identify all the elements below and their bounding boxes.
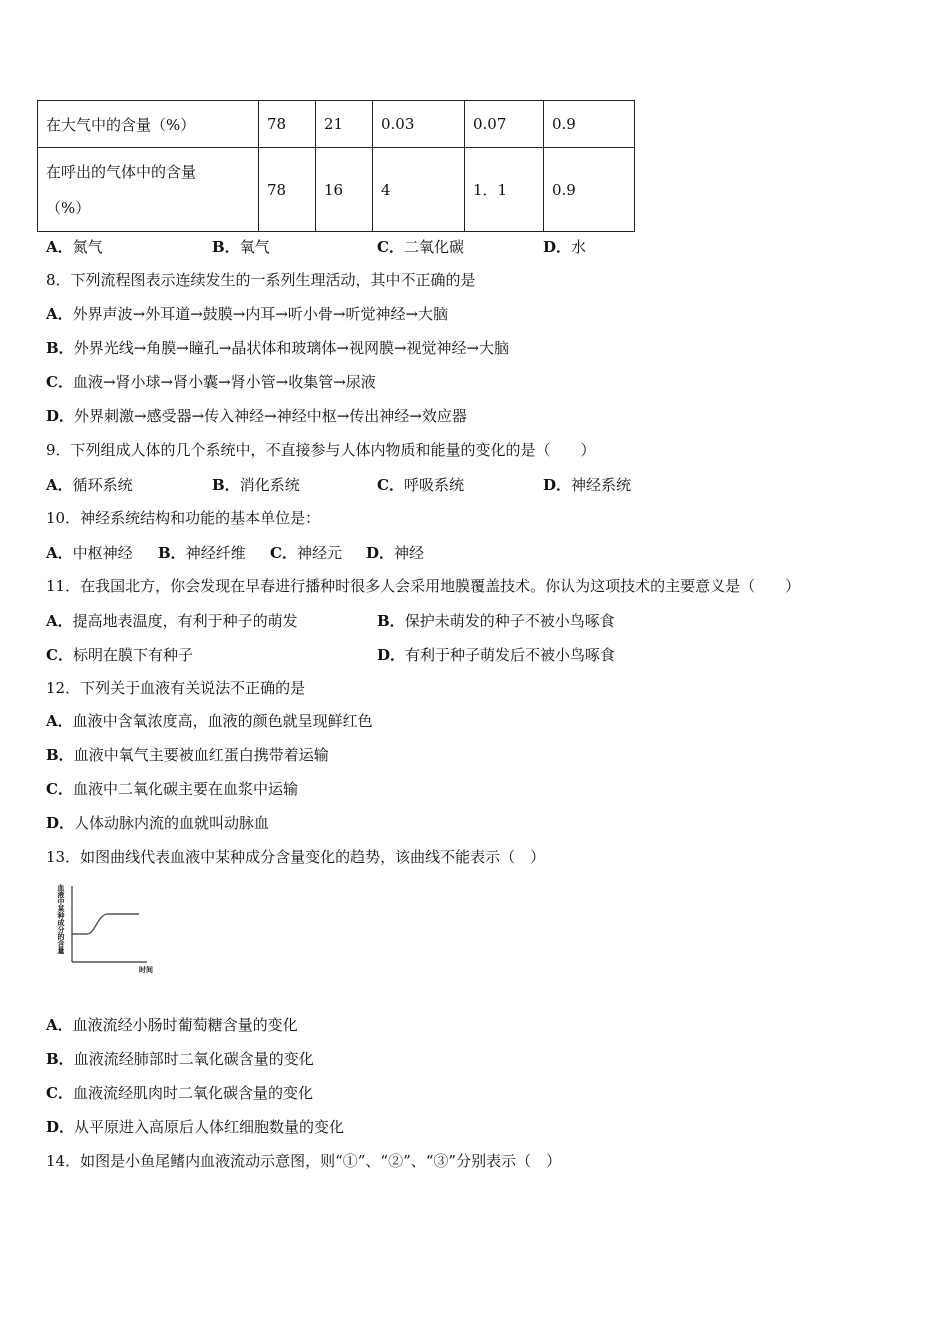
option-letter: C． (46, 780, 73, 798)
q12-option-c[interactable] (46, 779, 298, 799)
q11-option-a[interactable] (46, 610, 298, 631)
q8-option-c[interactable] (46, 372, 376, 392)
option-text: 水 (571, 238, 587, 256)
graph-curve (72, 914, 139, 934)
option-letter: D． (46, 814, 75, 832)
q7-option-a[interactable] (46, 236, 103, 257)
option-text: 从平原进入高原后人体红细胞数量的变化 (74, 1118, 345, 1136)
q13-curve-graph (55, 880, 165, 980)
table-cell: 0.07 (465, 101, 544, 148)
q13-stem: 13．如图曲线代表血液中某种成分含量变化的趋势，该曲线不能表示（ ） (46, 848, 546, 866)
option-text: 血液流经肺部时二氧化碳含量的变化 (73, 1050, 314, 1068)
table-cell: 1．1 (465, 148, 544, 232)
option-text: 氧气 (239, 238, 270, 256)
option-letter: B． (46, 1050, 74, 1068)
option-letter: B． (46, 339, 74, 357)
q10-option-c[interactable] (270, 542, 342, 563)
option-text: 神经 (394, 544, 425, 562)
option-letter: C． (270, 544, 297, 562)
table-cell: 0.03 (373, 101, 465, 148)
q8-option-b[interactable] (46, 338, 509, 358)
option-letter: A． (46, 612, 73, 630)
option-text: 外界刺激→感受器→传入神经→神经中枢→传出神经→效应器 (74, 407, 467, 425)
option-text: 人体动脉内流的血就叫动脉血 (74, 814, 270, 832)
option-letter: A． (46, 305, 73, 323)
q8-option-d[interactable] (46, 406, 467, 426)
q10-option-b[interactable] (158, 542, 246, 563)
option-text: 标明在膜下有种子 (72, 646, 193, 664)
q10-stem: 10．神经系统结构和功能的基本单位是： (46, 509, 321, 527)
q13-option-a[interactable] (46, 1015, 298, 1035)
option-letter: B． (212, 476, 240, 494)
option-text: 呼吸系统 (403, 476, 464, 494)
option-letter: B． (46, 746, 74, 764)
option-text: 神经元 (296, 544, 342, 562)
option-letter: D． (366, 544, 395, 562)
option-letter: B． (212, 238, 240, 256)
option-letter: A． (46, 476, 73, 494)
option-letter: A． (46, 544, 73, 562)
option-letter: C． (46, 646, 73, 664)
table-cell-label (38, 148, 259, 232)
table-row (38, 148, 635, 232)
option-text: 神经系统 (571, 476, 632, 494)
table-cell: 78 (259, 101, 316, 148)
option-letter: D． (543, 476, 572, 494)
q12-stem: 12．下列关于血液有关说法不正确的是 (46, 679, 306, 697)
option-text: 血液中含氧浓度高，血液的颜色就呈现鲜红色 (72, 712, 373, 730)
q8-option-a[interactable] (46, 304, 448, 324)
option-letter: A． (46, 712, 73, 730)
option-letter: D． (46, 407, 75, 425)
q9-stem: 9．下列组成人体的几个系统中，不直接参与人体内物质和能量的变化的是（ ） (46, 441, 596, 459)
table-row (38, 101, 635, 148)
option-letter: C． (46, 1084, 73, 1102)
table-cell: 0.9 (544, 101, 635, 148)
option-text: 有利于种子萌发后不被小鸟啄食 (405, 646, 616, 664)
q13-option-c[interactable] (46, 1083, 313, 1103)
q7-option-c[interactable] (377, 236, 464, 257)
q13-option-b[interactable] (46, 1049, 314, 1069)
q9-option-c[interactable] (377, 474, 464, 495)
q11-option-d[interactable] (377, 644, 615, 665)
table-cell: 78 (259, 148, 316, 232)
option-text: 二氧化碳 (403, 238, 464, 256)
option-text: 循环系统 (72, 476, 133, 494)
q12-option-d[interactable] (46, 813, 269, 833)
option-letter: B． (158, 544, 186, 562)
q11-option-c[interactable] (46, 644, 193, 665)
q9-option-b[interactable] (212, 474, 300, 495)
option-text: 神经纤维 (185, 544, 246, 562)
gas-content-table (37, 100, 635, 232)
q9-option-d[interactable] (543, 474, 631, 495)
option-text: 保护未萌发的种子不被小鸟啄食 (404, 612, 615, 630)
table-cell: 4 (373, 148, 465, 232)
option-letter: A． (46, 238, 73, 256)
q12-option-a[interactable] (46, 711, 373, 731)
option-letter: D． (377, 646, 406, 664)
q13-option-d[interactable] (46, 1117, 344, 1137)
option-letter: C． (377, 238, 404, 256)
q11-option-b[interactable] (377, 610, 615, 631)
option-letter: B． (377, 612, 405, 630)
q10-option-a[interactable] (46, 542, 133, 563)
table-label-line2: （%） (46, 198, 91, 217)
table-cell: 16 (316, 148, 373, 232)
option-text: 血液流经小肠时葡萄糖含量的变化 (72, 1016, 298, 1034)
graph-ylabel: 血液中某种成分的含量 (57, 884, 65, 954)
option-text: 血液中氧气主要被血红蛋白携带着运输 (73, 746, 329, 764)
option-text: 外界声波→外耳道→鼓膜→内耳→听小骨→听觉神经→大脑 (72, 305, 449, 323)
q10-option-d[interactable] (366, 542, 424, 563)
graph-xlabel: 时间 (139, 966, 153, 974)
q9-option-a[interactable] (46, 474, 133, 495)
table-cell: 0.9 (544, 148, 635, 232)
option-letter: D． (543, 238, 572, 256)
q12-option-b[interactable] (46, 745, 329, 765)
option-letter: A． (46, 1016, 73, 1034)
option-letter: C． (46, 373, 73, 391)
option-text: 氮气 (72, 238, 103, 256)
q14-stem: 14．如图是小鱼尾鳍内血液流动示意图，则“①”、“②”、“③”分别表示（ ） (46, 1152, 562, 1170)
option-letter: D． (46, 1118, 75, 1136)
table-cell-label: 在大气中的含量（%） (38, 101, 259, 148)
table-cell: 21 (316, 101, 373, 148)
option-text: 提高地表温度，有利于种子的萌发 (72, 612, 298, 630)
q7-option-d[interactable] (543, 236, 586, 257)
q7-option-b[interactable] (212, 236, 270, 257)
option-text: 消化系统 (239, 476, 300, 494)
option-text: 外界光线→角膜→瞳孔→晶状体和玻璃体→视网膜→视觉神经→大脑 (73, 339, 510, 357)
q8-stem: 8．下列流程图表示连续发生的一系列生理活动，其中不正确的是 (46, 271, 476, 289)
option-text: 血液中二氧化碳主要在血浆中运输 (72, 780, 298, 798)
option-text: 中枢神经 (72, 544, 133, 562)
option-letter: C． (377, 476, 404, 494)
q11-stem: 11．在我国北方，你会发现在早春进行播种时很多人会采用地膜覆盖技术。你认为这项技术的主要意义是（ ） (46, 577, 801, 595)
table-label-line1: 在呼出的气体中的含量 (46, 162, 197, 181)
option-text: 血液→肾小球→肾小囊→肾小管→收集管→尿液 (72, 373, 376, 391)
option-text: 血液流经肌肉时二氧化碳含量的变化 (72, 1084, 313, 1102)
